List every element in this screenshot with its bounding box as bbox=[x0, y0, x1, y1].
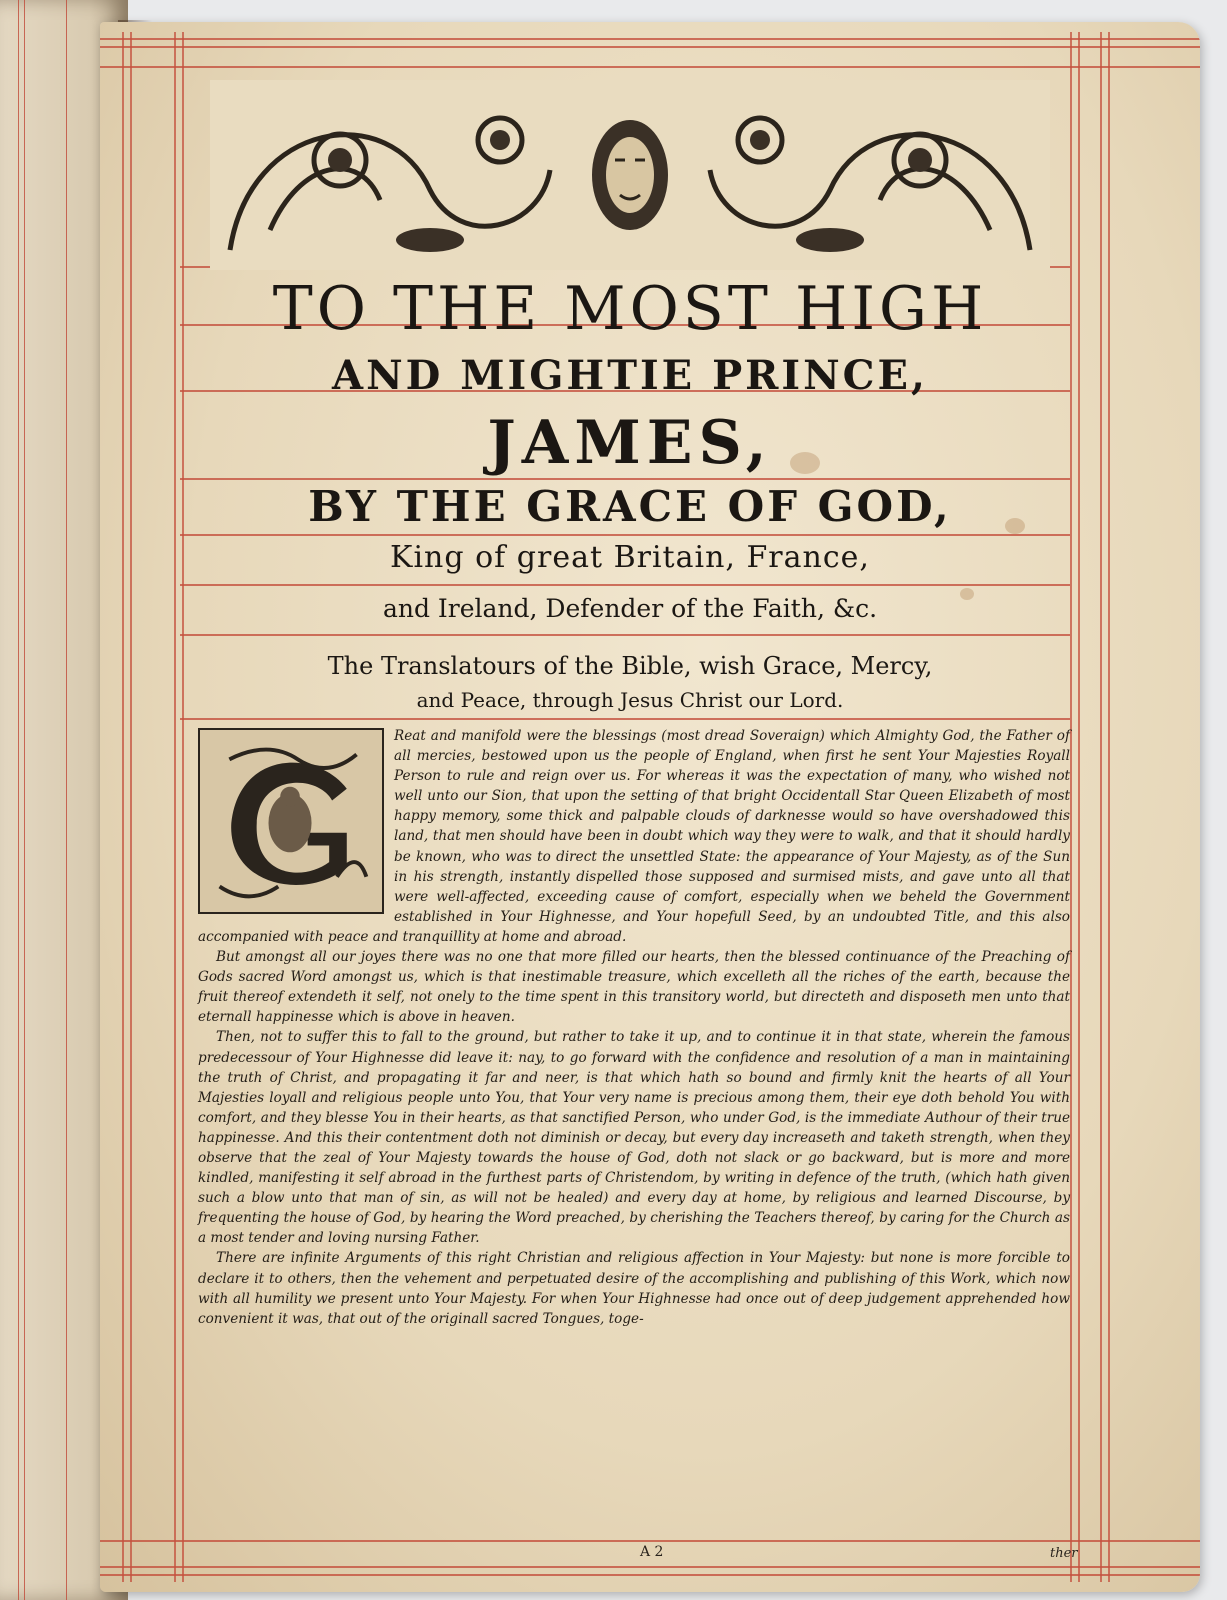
title-line-6: and Ireland, Defender of the Faith, &c. bbox=[382, 594, 878, 623]
title-line-4: BY THE GRACE OF GOD, bbox=[308, 482, 952, 531]
book-page bbox=[100, 22, 1200, 1592]
headpiece-ornament bbox=[210, 80, 1050, 270]
catchword: ther bbox=[1050, 1546, 1078, 1561]
title-line-5: King of great Britain, France, bbox=[390, 540, 870, 575]
title-line-2: AND MIGHTIE PRINCE, bbox=[332, 352, 928, 399]
salutation-line-1: The Translatours of the Bible, wish Grace, Mercy, bbox=[327, 652, 933, 680]
body-paragraph-3: Then, not to suffer this to fall to the ground, but rather to take it up, and to continue it in that state, wherein the famous predecessour of Your Highnesse did leave it: nay, to go forward with the confidence and resolution of a man in maintaining the truth of Christ, and propagating it far and neer, is that which hath so bound and firmly knit the hearts of all Your Majesties loyall and religious people unto You, that Your very name is precious among them, their eye doth behold You with comfort, and they blesse You in their hearts, as that sanctified Person, who under God, is the immediate Authour of their true happinesse. And this their contentment doth not diminish or decay, but every day increaseth and taketh strength, when they observe that the zeal of Your Majesty towards the house of God, doth not slack or go backward, but is more and more kindled, manifesting it self abroad in the furthest parts of Christendom, by writing in defence of the truth, (which hath given such a blow unto that man of sin, as will not be healed) and every day at home, by religious and learned Discourse, by frequenting the house of God, by hearing the Word preached, by cherishing the Teachers thereof, by caring for the Church as a most tender and loving nursing Father. bbox=[198, 1029, 1070, 1247]
title-line-1: TO THE MOST HIGH bbox=[272, 274, 988, 344]
dedication-body bbox=[198, 726, 1070, 1546]
body-paragraph-4: There are infinite Arguments of this right Christian and religious affection in Your Majesty: but none is more forcible to declare it to others, then the vehement and perpetuated desire of the accomplishing and publishing of this Work, which now with all humility we present unto Your Majesty. For when Your Highnesse had once out of deep judgement apprehended how convenient it was, that out of the originall sacred Tongues, toge- bbox=[198, 1250, 1070, 1327]
body-paragraph-2: But amongst all our joyes there was no one that more filled our hearts, then the blessed continuance of the Preaching of Gods sacred Word amongst us, which is that inestimable treasure, which excelleth all the riches of the earth, because the fruit thereof extendeth it self, not onely to the time spent in this transitory world, but directeth and disposeth men unto that eternall happinesse which is above in heaven. bbox=[198, 949, 1070, 1026]
signature-mark: A 2 bbox=[640, 1544, 664, 1560]
drop-cap-g-ornament bbox=[198, 728, 384, 914]
title-line-3: JAMES, bbox=[487, 408, 773, 478]
body-paragraph-1: Reat and manifold were the blessings (most dread Soveraign) which Almighty God, the Father of all mercies, bestowed upon us the people of England, when first he sent Your Majesties Royall Person to rule and reign over us. For whereas it was the expectation of many, who wished not well unto our Sion, that upon the setting of that bright Occidentall Star Queen Elizabeth of most happy memory, some thick and palpable clouds of darknesse would so have overshadowed this land, that men should have been in doubt which way they were to walk, and that it should hardly be known, who was to direct the unsettled State: the appearance of Your Majesty, as of the Sun in his strength, instantly dispelled those supposed and surmised mists, and gave unto all that were well-affected, exceeding cause of comfort, especially when we beheld the Government established in Your Highnesse, and Your hopefull Seed, by an undoubted Title, and this also accompanied with peace and tranquillity at home and abroad. bbox=[198, 728, 1070, 945]
salutation-line-2: and Peace, through Jesus Christ our Lord. bbox=[416, 688, 844, 712]
